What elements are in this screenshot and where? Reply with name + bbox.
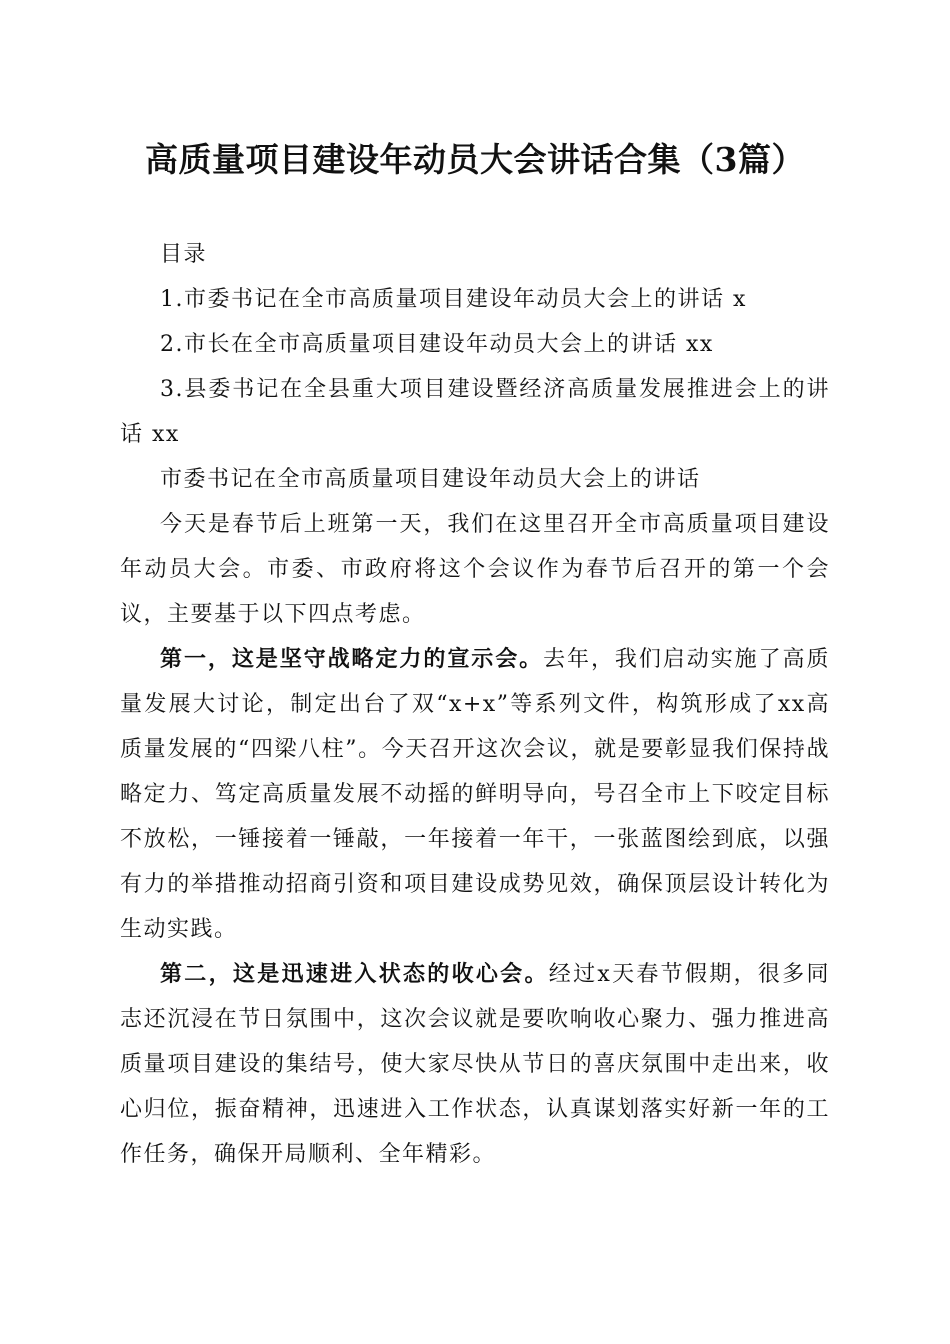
toc-heading: 目录 xyxy=(160,242,208,267)
point-lead: 第二，这是迅速进入状态的收心会。 xyxy=(160,961,549,987)
point-body: 经过x天春节假期，很多同志还沉浸在节日氛围中，这次会议就是要吹响收心聚力、强力推进高质量项目建设的集结号，使大家尽快从节日的喜庆氛围中走出来，收心归位，振奋精神，迅速进入工作状态，认真谋划落实好新一年的工作任务，确保开局顺利、全年精彩。 xyxy=(120,962,830,1167)
point-body: 去年，我们启动实施了高质量发展大讨论，制定出台了双“x+x”等系列文件，构筑形成了xx高质量发展的“四梁八柱”。今天召开这次会议，就是要彰显我们保持战略定力、笃定高质量发展不动摇的鲜明导向，号召全市上下咬定目标不放松，一锤接着一锤敲，一年接着一年干，一张蓝图绘到底，以强有力的举措推动招商引资和项目建设成势见效，确保顶层设计转化为生动实践。 xyxy=(120,647,830,942)
section-title: 市委书记在全市高质量项目建设年动员大会上的讲话 xyxy=(160,467,701,492)
document-title: 高质量项目建设年动员大会讲话合集（3篇） xyxy=(145,140,805,179)
point-paragraph xyxy=(120,637,830,952)
toc-item: 1.市委书记在全市高质量项目建设年动员大会上的讲话 x xyxy=(160,287,747,312)
point-lead: 第一，这是坚守战略定力的宣示会。 xyxy=(160,646,544,672)
document-body xyxy=(120,232,830,1177)
point-paragraph xyxy=(120,952,830,1177)
toc-item: 2.市长在全市高质量项目建设年动员大会上的讲话 xx xyxy=(160,332,714,357)
toc-item: 3.县委书记在全县重大项目建设暨经济高质量发展推进会上的讲话 xx xyxy=(120,377,830,447)
intro-paragraph: 今天是春节后上班第一天，我们在这里召开全市高质量项目建设年动员大会。市委、市政府将这个会议作为春节后召开的第一个会议，主要基于以下四点考虑。 xyxy=(120,512,830,627)
